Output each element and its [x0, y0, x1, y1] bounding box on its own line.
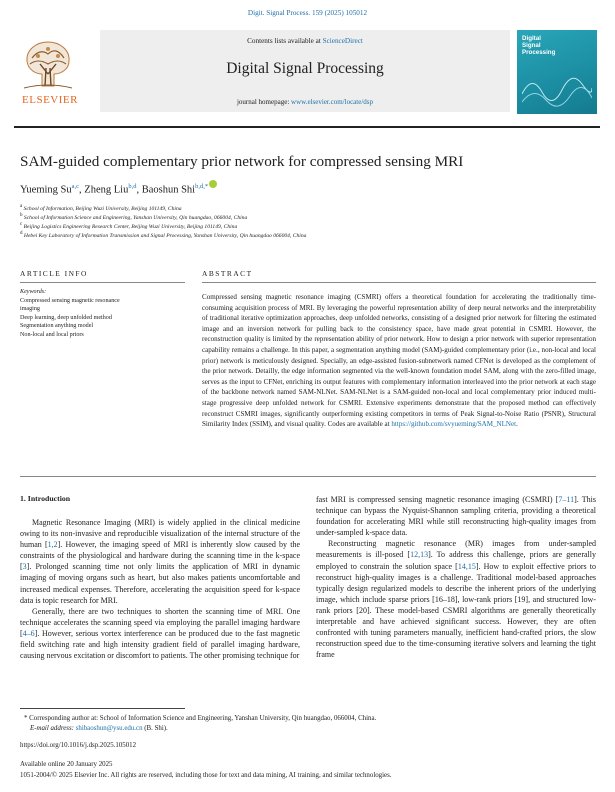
code-link[interactable]: https://github.com/svyueming/SAM_NLNet	[391, 420, 517, 429]
email-line	[30, 725, 168, 732]
email-suffix: (B. Shi).	[142, 725, 168, 732]
abstract-rule	[202, 282, 596, 283]
author-name[interactable]: Baoshun Shi	[141, 184, 196, 196]
cover-line: Digital	[522, 35, 541, 42]
intro-right-column	[316, 494, 596, 660]
author-name[interactable]: Yueming Su	[20, 184, 72, 196]
contents-line	[100, 37, 510, 45]
cover-wave-graphic	[522, 64, 592, 110]
homepage-link[interactable]: www.elsevier.com/locate/dsp	[291, 98, 373, 106]
abstract-text-end: .	[516, 420, 518, 429]
affiliation-text: Beijing Logistics Engineering Research Center, Beijing Wuzi University, Beijing 101149, China	[23, 223, 238, 230]
paragraph-text: ]. To address this challenge, priors are generally employed to constrain the solution space [	[316, 550, 596, 571]
keywords-label: Keywords:	[20, 289, 47, 295]
paragraph	[20, 517, 300, 606]
citation-link[interactable]: 1,2	[47, 540, 58, 550]
citation-link[interactable]: 4–6	[22, 628, 35, 638]
keyword: Segmentation anything model	[20, 323, 94, 330]
homepage-prefix: journal homepage:	[236, 98, 292, 106]
section-heading-introduction: 1. Introduction	[20, 494, 71, 503]
keyword: Deep learning, deep unfolded method	[20, 314, 112, 321]
paragraph	[316, 494, 596, 538]
citation-link[interactable]: 3	[22, 562, 27, 572]
abstract-heading: ABSTRACT	[202, 269, 253, 278]
copyright-notice: 1051-2004/© 2025 Elsevier Inc. All rights are reserved, including those for text and data mining, AI training, and similar technologies.	[20, 772, 392, 779]
paragraph-text: Reconstructing magnetic resonance (MR) images from under-sampled measurements is ill-posed [	[316, 539, 596, 560]
corresponding-author-note: * Corresponding author at: School of Information Science and Engineering, Yanshan University, Qin huangdao, 066004, China.	[24, 715, 377, 722]
affiliation	[20, 231, 306, 239]
intro-left-column	[20, 517, 300, 661]
paragraph-text: Magnetic Resonance Imaging (MRI) is widely applied in the clinical medicine owing to its non-invasive and reproducible visualization of the internal structure of the human [	[20, 518, 300, 550]
author-affiliation-mark[interactable]: a,c	[71, 183, 80, 190]
article-info-rule	[20, 282, 185, 283]
keyword: imaging	[20, 306, 40, 313]
doi-link[interactable]: https://doi.org/10.1016/j.dsp.2025.105012	[20, 742, 137, 749]
affiliation	[20, 222, 237, 230]
affiliation-mark: d	[20, 231, 23, 236]
affiliation	[20, 204, 182, 212]
keyword: Compressed sensing magnetic resonance	[20, 297, 120, 304]
keywords-block	[20, 288, 120, 340]
paragraph-text: ]. However, serious vortex interference can be produced due to the fast magnetic field switching rate and high intensity gradient field of parallel imaging hardware, causing nervous excitation or discomfort to patients. The other promising technique for	[20, 628, 300, 661]
header-rule	[14, 126, 600, 128]
contents-prefix: Contents lists available at	[247, 37, 323, 45]
author-affiliation-mark[interactable]: b,d	[128, 183, 137, 190]
paragraph-text: ]. How to exploit effective priors to reconstruct high-quality images is a challenge. Traditional model-based approaches typically design regularized models to describe the inherent priors of the underlying image, which include sparse priors [16–18], low-rank priors [19], and structured low-rank priors [20]. These model-based CSMRI algorithms are generally theoretically interpretable and have achieved significant success. However, they are often confronted with tuning parameters manually, inefficient hand-crafted priors, the slow reconstruction speed due to the time-consuming iterative solvers and learning the tight frame	[316, 561, 596, 660]
author-name[interactable]: Zheng Liu	[84, 184, 129, 196]
affiliation	[20, 213, 247, 221]
email-link[interactable]: shibaoshun@ysu.edu.cn	[75, 725, 143, 732]
paragraph-text: ]. Prolonged scanning time not only limits the application of MRI in dynamic imaging of moving organs such as heart, but also makes patients uncomfortable and increased medical expenses. Therefore, accelerating the acquisition speed for k-space data is topic research for MRI.	[20, 562, 300, 605]
available-online: Available online 20 January 2025	[20, 761, 113, 768]
elsevier-tree-logo[interactable]	[18, 34, 78, 92]
keyword: Non-local and local priors	[20, 331, 84, 338]
email-label: E-mail address:	[30, 725, 76, 732]
cover-line: Signal	[522, 41, 541, 49]
abstract-text: Compressed sensing magnetic resonance imaging (CSMRI) offers a theoretical foundation for accelerating the traditionally time-consuming acquisition process of MRI. By leveraging the powerful representation ability of deep neural networks and the interpretability of traditional iterative optimization approaches, deep unfolded networks, consisting of a designed prior network for filtering the estimated image and an inversion network for pulling back to the consistency space, have made great potential in CSMRI. However, the reconstruction quality is limited by the representation ability of prior network. How to design a prior network with superior representation capability remains a challenge. In this paper, a segmentation anything model (SAM)-guided complementary prior (i.e., non-local and local prior) network is meticulously designed. Specially, an edge-assisted fusion-subnetwork named CFNet is developed as the complement of the prior network. Detailly, the edge information segmented via the well-known foundation model SAM, along with the zero-filled image, serves as the input to CFNet, enriching its output features with complementary information interleaved into the prior network at each stage of the backbone network named SAM-NLNet. SAM-NLNet is a SAM-guided non-local and local complementary prior induced multi-stage progressive deep unfolded network for CSMRI. Extensive experiments demonstrate that the proposed method can effectively reconstruct CSMRI images, significantly outperforming existing competitors in terms of Peak Signal-to-Noise Ratio (PSNR), Structural Similarity Index (SSIM), and visual quality. Codes are available at	[202, 293, 596, 429]
journal-title[interactable]: Digital Signal Processing	[226, 60, 384, 77]
affiliation-text: School of Information, Beijing Wuzi University, Beijing 101149, China	[23, 205, 182, 212]
paper-title: SAM-guided complementary prior network for compressed sensing MRI	[20, 153, 464, 170]
citation-link[interactable]: 7–11	[558, 495, 575, 504]
author-separator: ,	[136, 184, 142, 196]
paragraph-text: ]. This technique can bypass the Nyquist-Shannon sampling criteria, providing a theoretical foundation for accelerating MRI while still reconstructing high-quality images from under-sampled k-space data.	[316, 495, 596, 538]
journal-cover-title	[522, 36, 592, 56]
author-affiliation-mark[interactable]: b,d,*	[195, 183, 209, 190]
abstract-body	[202, 292, 596, 430]
orcid-icon[interactable]	[209, 180, 217, 188]
paragraph-text: Generally, there are two techniques to shorten the scanning time of MRI. One technique accelerates the scanning speed via employing the parallel imaging hardware [	[20, 606, 300, 638]
author-separator: ,	[79, 184, 85, 196]
citation-link[interactable]: 12,13	[410, 550, 429, 560]
paragraph-text: ]. However, the imaging speed of MRI is inherently slow caused by the constraints of the physiological and hardware during the scanning time in the k-space [	[20, 540, 301, 572]
paragraph-text: fast MRI is compressed sensing magnetic resonance imaging (CSMRI) [	[316, 495, 559, 504]
sciencedirect-link[interactable]: ScienceDirect	[322, 37, 363, 45]
article-info-heading: ARTICLE INFO	[20, 269, 88, 278]
affiliation-text: School of Information Science and Engineering, Yanshan University, Qin huangdao, 066004, China	[23, 214, 248, 221]
cover-line: Processing	[522, 48, 556, 56]
paragraph	[316, 538, 596, 660]
paragraph	[20, 606, 300, 661]
affiliation-mark: c	[20, 222, 23, 227]
author-list	[20, 180, 217, 196]
affiliation-mark: b	[20, 213, 23, 218]
abstract-bottom-rule	[20, 476, 596, 477]
citation-link[interactable]: 14,15	[457, 561, 476, 571]
affiliation-mark: a	[20, 204, 23, 209]
journal-homepage	[100, 98, 510, 106]
affiliation-text: Hebei Key Laboratory of Information Transmission and Signal Processing, Yanshan University, Qin huangdao 066004, China	[23, 232, 307, 239]
elsevier-wordmark[interactable]: ELSEVIER	[22, 94, 78, 106]
footnote-rule	[20, 708, 185, 709]
journal-reference[interactable]: Digit. Signal Process. 159 (2025) 105012	[247, 9, 368, 17]
